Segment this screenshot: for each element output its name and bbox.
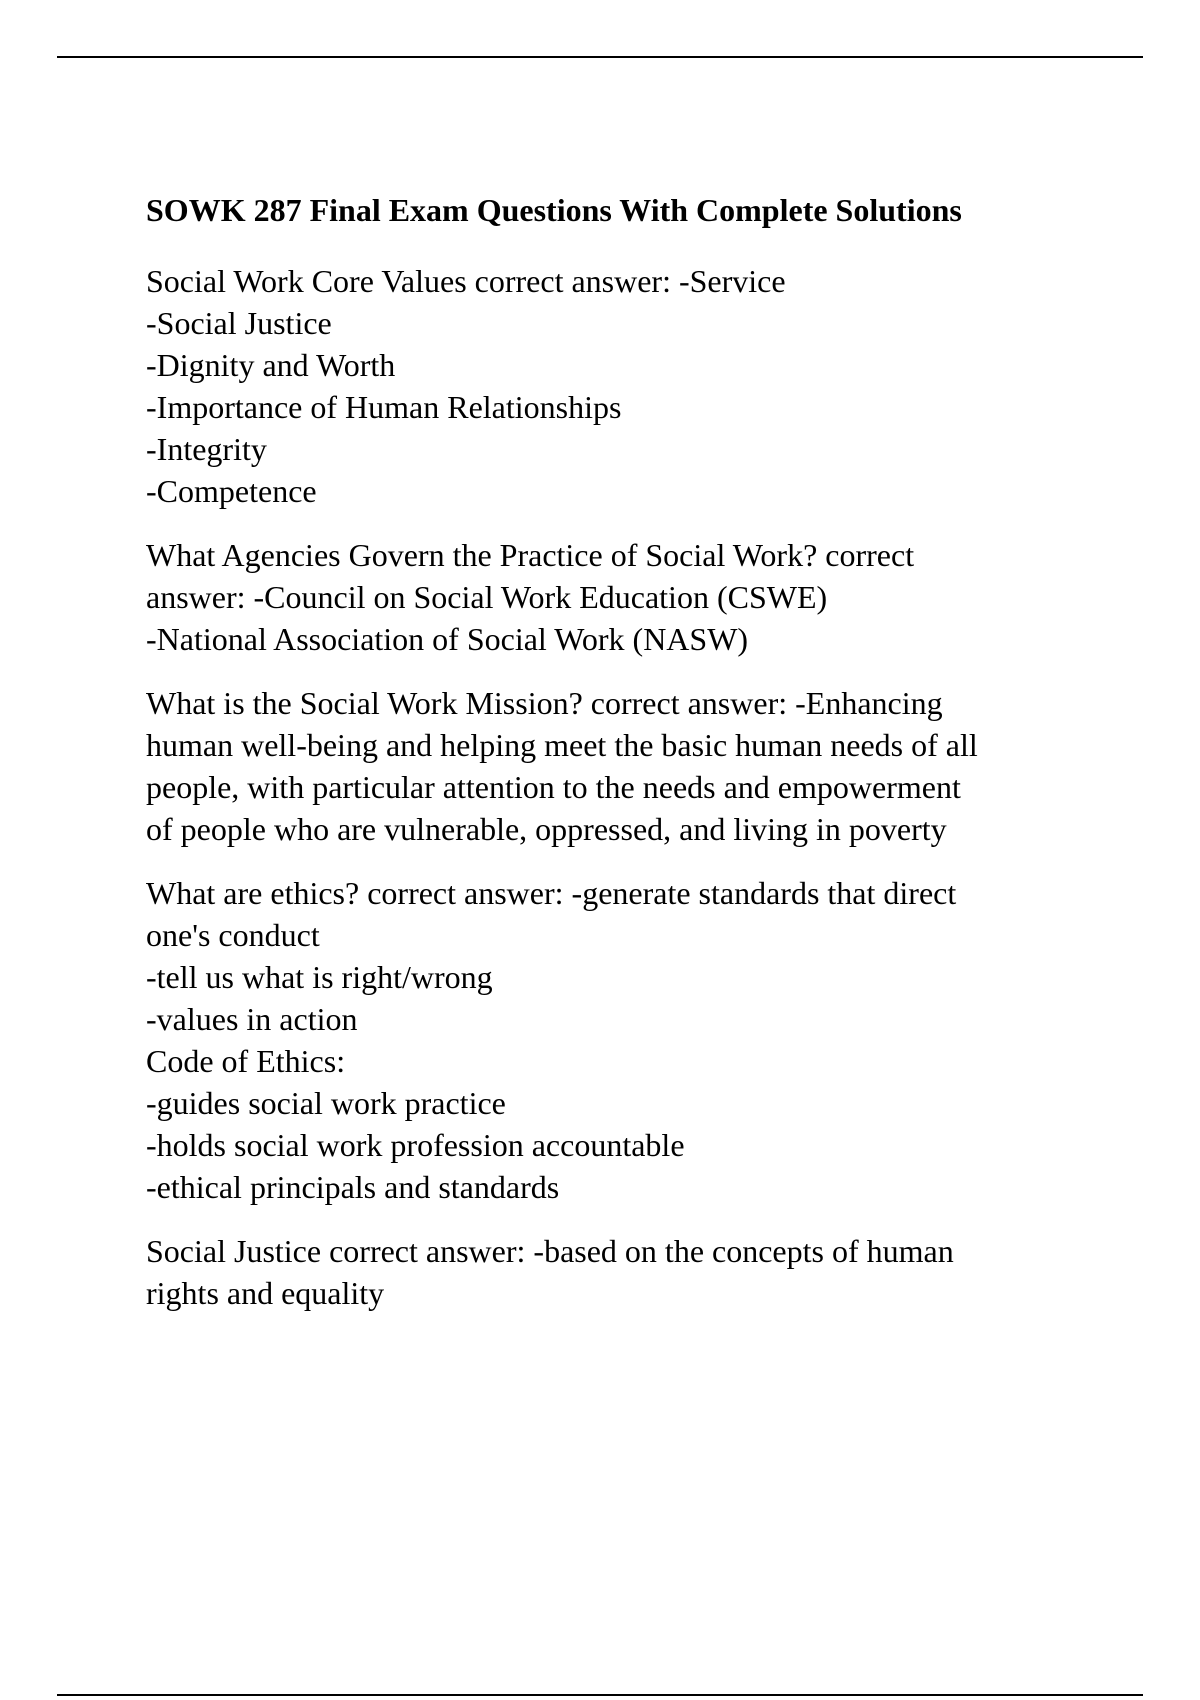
qa-governing-agencies — [146, 534, 1106, 660]
qa-line: -ethical principals and standards — [146, 1169, 560, 1205]
qa-line: -values in action — [146, 1001, 358, 1037]
qa-line: What is the Social Work Mission? correct answer: -Enhancing — [146, 685, 943, 721]
qa-line: -guides social work practice — [146, 1085, 506, 1121]
qa-line: answer: -Council on Social Work Education (CSWE) — [146, 579, 828, 615]
qa-line: one's conduct — [146, 917, 320, 953]
qa-line: people, with particular attention to the needs and empowerment — [146, 769, 961, 805]
qa-ethics — [146, 872, 1106, 1208]
document-title: SOWK 287 Final Exam Questions With Complete Solutions — [146, 192, 962, 228]
qa-mission — [146, 682, 1106, 850]
qa-social-justice — [146, 1230, 1106, 1314]
qa-line: -Integrity — [146, 431, 267, 467]
qa-line: rights and equality — [146, 1275, 385, 1311]
qa-line: human well-being and helping meet the basic human needs of all — [146, 727, 978, 763]
qa-line: -holds social work profession accountable — [146, 1127, 685, 1163]
qa-line: Social Work Core Values correct answer: -Service — [146, 263, 786, 299]
qa-line: -Competence — [146, 473, 317, 509]
qa-line: -Dignity and Worth — [146, 347, 396, 383]
bottom-rule — [57, 1694, 1143, 1696]
qa-line: -tell us what is right/wrong — [146, 959, 493, 995]
qa-line: Social Justice correct answer: -based on the concepts of human — [146, 1233, 954, 1269]
qa-core-values — [146, 260, 1106, 512]
document-body — [146, 182, 1106, 1314]
top-rule — [57, 56, 1143, 58]
qa-line: -National Association of Social Work (NASW) — [146, 621, 749, 657]
qa-line: What are ethics? correct answer: -generate standards that direct — [146, 875, 957, 911]
qa-line: What Agencies Govern the Practice of Social Work? correct — [146, 537, 915, 573]
qa-line: -Social Justice — [146, 305, 332, 341]
qa-line: of people who are vulnerable, oppressed, and living in poverty — [146, 811, 947, 847]
qa-line: Code of Ethics: — [146, 1043, 346, 1079]
qa-line: -Importance of Human Relationships — [146, 389, 622, 425]
